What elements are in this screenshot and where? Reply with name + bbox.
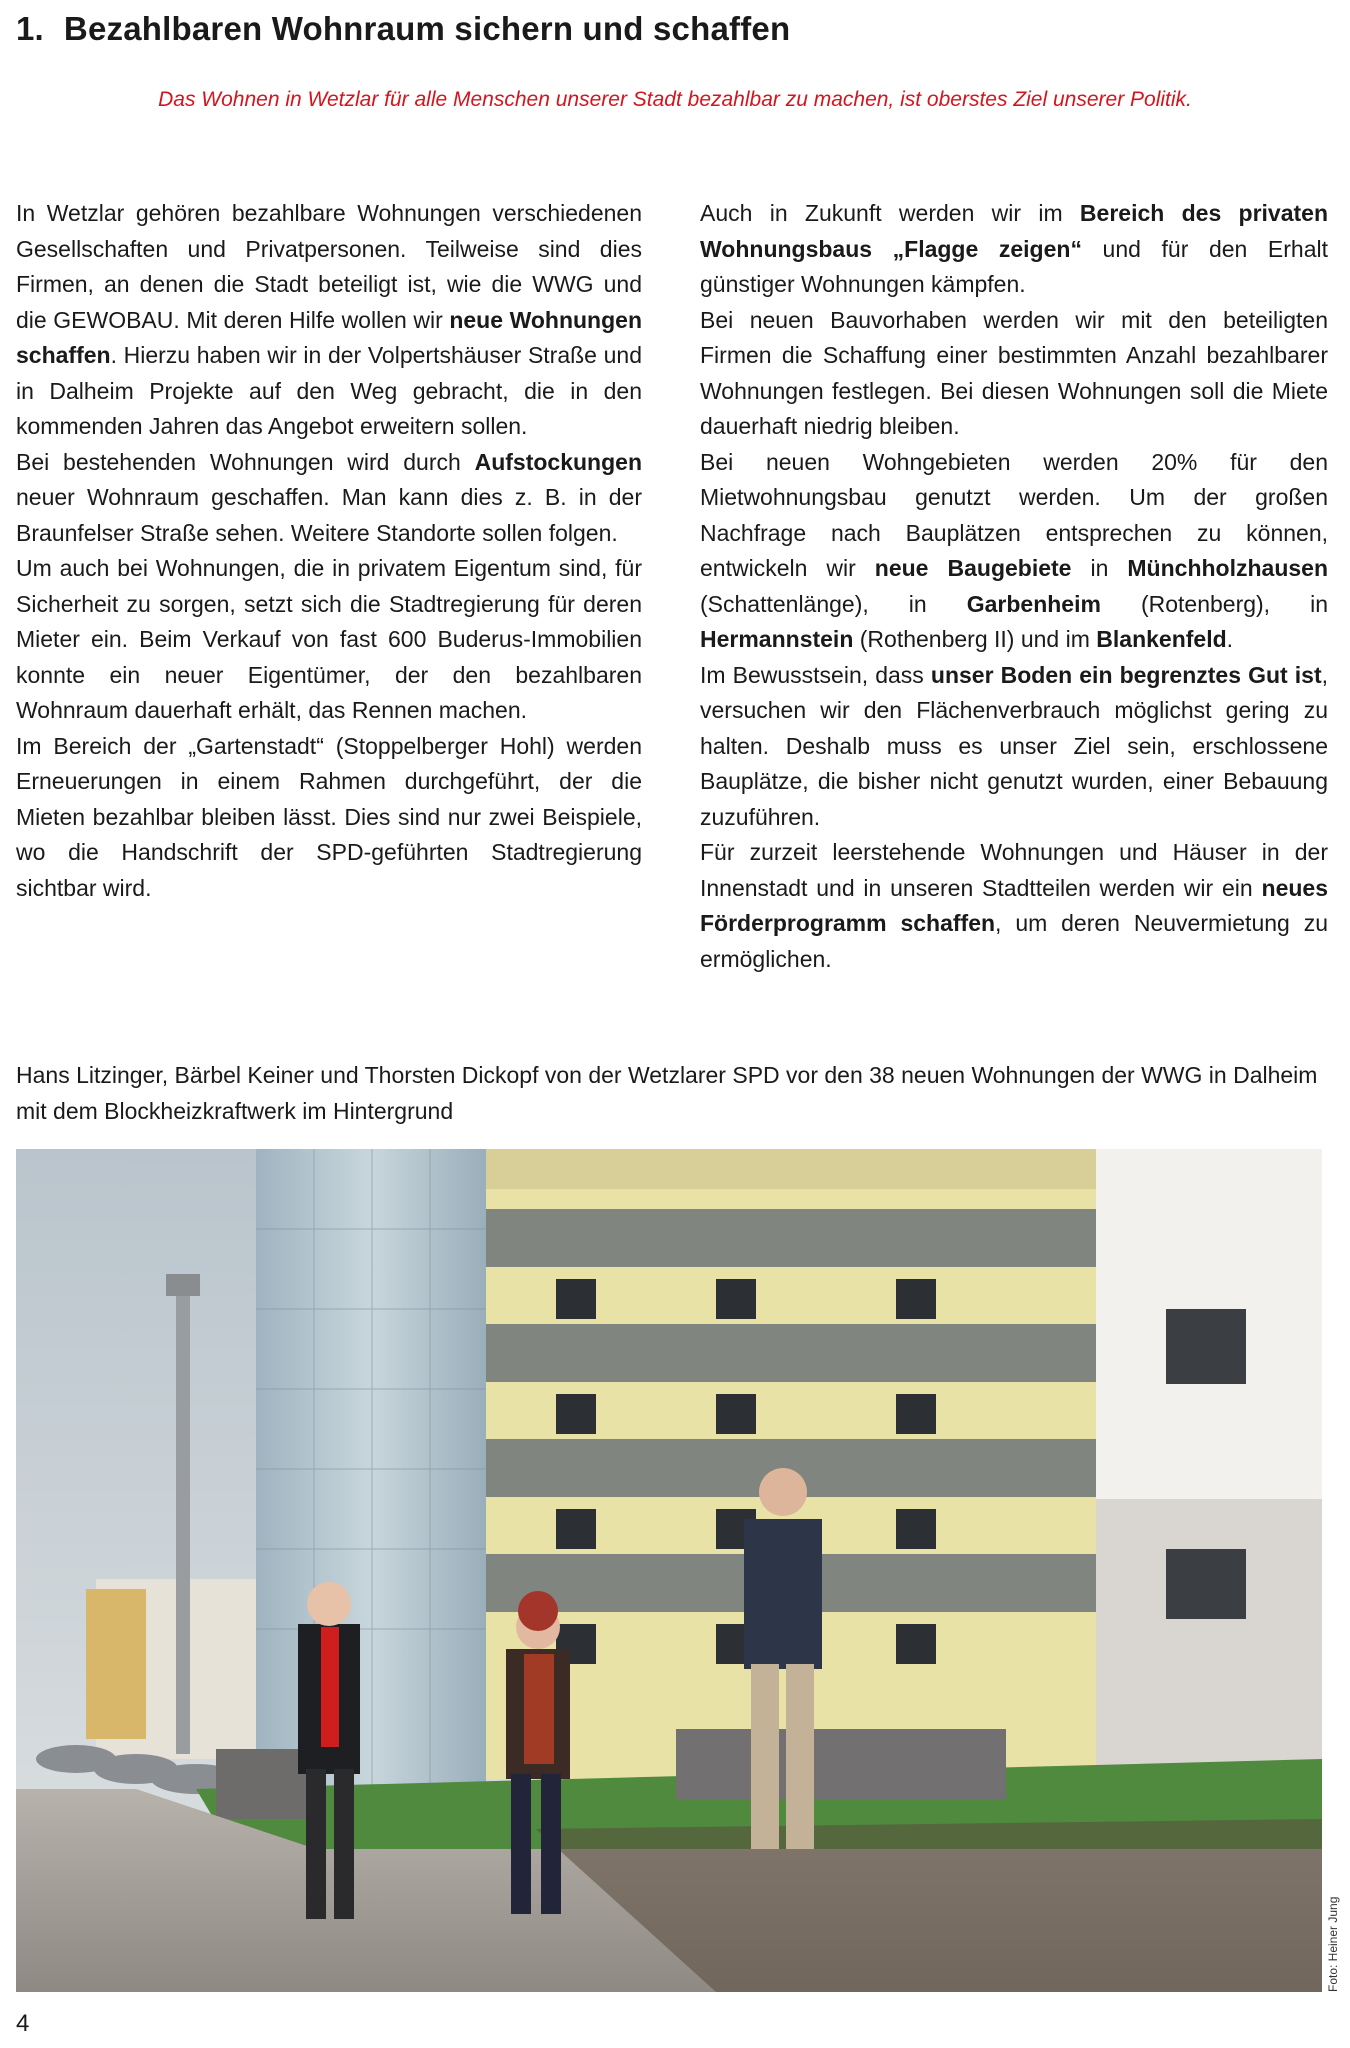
photo-credit: Foto: Heiner Jung [1326,1896,1340,1992]
right-column [700,196,1328,977]
paragraph: Für zurzeit leerstehende Wohnungen und Häuser in der Innenstadt und in unseren Stadtteilen werden wir ein neues Förderprogramm schaffen, um deren Neuvermietung zu ermöglichen. [700,839,1328,972]
paragraph: In Wetzlar gehören bezahlbare Wohnungen verschiedenen Gesellschaften und Privatpersonen. Teilweise sind dies Firmen, an denen die Stadt beteiligt ist, wie die WWG und die GEWOBAU. Mit deren Hilfe wollen wir neue Wohnungen schaffen. Hierzu haben wir in der Volpertshäuser Straße und in Dalheim Projekte auf den Weg gebracht, die in den kommenden Jahren das Angebot erweitern sollen. [16,200,642,439]
photo-caption: Hans Litzinger, Bärbel Keiner und Thorsten Dickopf von der Wetzlarer SPD vor den 38 neuen Wohnungen der WWG in Dalheim mit dem Blockheizkraftwerk im Hintergrund [16,1062,1318,1124]
gabion-wall [216,1749,306,1819]
chimney-tower [176,1284,190,1754]
paragraph: Um auch bei Wohnungen, die in privatem Eigentum sind, für Sicherheit zu sorgen, setzt sich die Stadtregierung für deren Mieter ein. Beim Verkauf von fast 600 Buderus-Immobilien konnte ein neuer Eigentümer, der den bezahlbaren Wohnraum dauerhaft erhält, das Rennen machen. [16,555,642,723]
paragraph: Bei neuen Wohngebieten werden 20% für den Mietwohnungsbau genutzt werden. Um der großen Nachfrage nach Bauplätzen entsprechen zu können, entwickeln wir neue Baugebiete in Münchholzhausen (Schattenlänge), in Garbenheim (Rotenberg), in Hermannstein (Rothenberg II) und im Blankenfeld. [700,448,1329,652]
photo-housing-dalheim [16,1149,1322,1992]
emphasis: neue Baugebiete [874,555,1072,581]
emphasis: Hermannstein [700,626,854,652]
paragraph: Im Bereich der „Gartenstadt“ (Stoppelberger Hohl) werden Erneuerungen in einem Rahmen durchgeführt, der die Mieten bezahlbar bleiben lässt. Dies sind nur zwei Beispiele, wo die Handschrift der SPD-geführten Stadtregierung sichtbar wird. [16,732,642,901]
emphasis: unser Boden ein begrenztes Gut ist [930,661,1322,688]
paragraph: Auch in Zukunft werden wir im Bereich des privaten Wohnungsbaus „Flagge zeigen“ und für den Erhalt günstiger Wohnungen kämpfen. [700,200,1329,297]
emphasis: neue Wohnungen schaffen [16,306,642,368]
emphasis: Garbenheim [966,590,1101,617]
emphasis: Aufstockungen [474,448,642,475]
emphasis: Bereich des privaten Wohnungsbaus „Flagge zeigen“ [700,200,1329,262]
emphasis: Münchholzhausen [1127,555,1329,581]
tagline: Das Wohnen in Wetzlar für alle Menschen unserer Stadt bezahlbar zu machen, ist oberstes Ziel unserer Politik. [158,88,1192,111]
paragraph: Im Bewusstsein, dass unser Boden ein begrenztes Gut ist, versuchen wir den Flächenverbrauch möglichst gering zu halten. Deshalb muss es unser Ziel sein, erschlossene Bauplätze, die bisher nicht genutzt wurden, einer Bebauung zuzuführen. [700,661,1328,830]
left-column [16,196,642,906]
paragraph: Bei neuen Bauvorhaben werden wir mit den beteiligten Firmen die Schaffung einer bestimmten Anzahl bezahlbarer Wohnungen festlegen. Bei diesen Wohnungen soll die Miete dauerhaft niedrig bleiben. [700,306,1328,439]
section-number: 1. [16,10,44,47]
section-title: Bezahlbaren Wohnraum sichern und schaffen [63,10,791,47]
photo-illustration [16,1149,1322,1992]
paragraph: Bei bestehenden Wohnungen wird durch Aufstockungen neuer Wohnraum geschaffen. Man kann dies z. B. in der Braunfelser Straße sehen. Weitere Standorte sollen folgen. [16,448,642,546]
emphasis: Blankenfeld [1096,626,1227,652]
section-heading [16,10,790,48]
page-number: 4 [16,2010,30,2037]
emphasis: neues Förderprogramm schaffen [700,874,1328,936]
